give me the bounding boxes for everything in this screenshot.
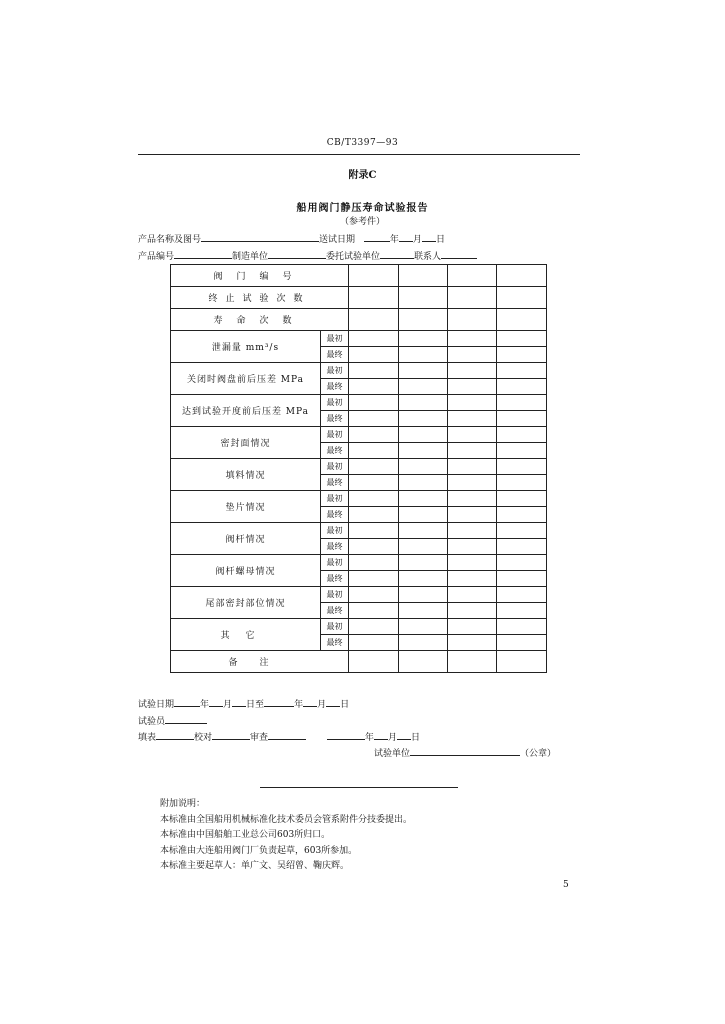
table-cell[interactable] [399,395,448,411]
table-cell[interactable] [497,459,547,475]
month-label: 月 [387,733,397,743]
table-cell[interactable] [497,309,547,331]
table-cell[interactable] [399,619,448,635]
end-test-count-label: 终止试验次数 [171,287,349,309]
sign-year-blank[interactable] [327,730,365,740]
table-cell[interactable] [349,523,399,539]
table-cell[interactable] [448,555,497,571]
table-row [171,309,547,331]
seal-face-label: 密封面情况 [171,427,321,459]
table-cell[interactable] [497,539,547,555]
tester-line [138,714,207,727]
table-cell[interactable] [349,411,399,427]
table-cell[interactable] [448,363,497,379]
table-row [171,523,547,539]
table-cell[interactable] [448,651,497,673]
delivery-date-label: 送试日期 [319,235,356,245]
month-label: 月 [412,235,422,245]
pressure-to-open-label: 达到试验开度前后压差 MPa [171,395,321,427]
table-cell[interactable] [349,491,399,507]
table-cell[interactable] [349,539,399,555]
table-cell[interactable] [349,395,399,411]
tail-seal-label: 尾部密封部位情况 [171,587,321,619]
table-cell[interactable] [497,395,547,411]
table-cell[interactable] [448,443,497,459]
initial-label: 最初 [321,331,349,347]
table-cell[interactable] [399,523,448,539]
appendix-title: 附录C [348,170,377,181]
table-cell[interactable] [497,443,547,459]
table-cell[interactable] [399,459,448,475]
table-cell[interactable] [399,651,448,673]
reviewer-label: 审查 [250,733,269,743]
product-number-blank[interactable] [174,249,232,259]
table-cell[interactable] [448,411,497,427]
client-label: 委托试验单位 [326,252,381,262]
checker-label: 校对 [194,733,213,743]
table-cell[interactable] [399,603,448,619]
table-cell[interactable] [349,587,399,603]
table-cell[interactable] [399,555,448,571]
final-label: 最终 [321,347,349,363]
table-cell[interactable] [399,287,448,309]
table-cell[interactable] [497,427,547,443]
table-cell[interactable] [349,363,399,379]
table-cell[interactable] [399,265,448,287]
test-date-label: 试验日期 [138,700,175,710]
test-start-day-blank[interactable] [232,697,246,707]
final-label: 最终 [321,475,349,491]
delivery-day-blank[interactable] [422,232,436,242]
table-row [171,427,547,443]
final-label: 最终 [321,539,349,555]
table-cell[interactable] [448,427,497,443]
table-cell[interactable] [448,379,497,395]
filler-label: 填表 [138,733,157,743]
manufacturer-label: 制造单位 [232,252,269,262]
delivery-year-blank[interactable] [364,232,390,242]
table-cell[interactable] [497,363,547,379]
contact-blank[interactable] [441,249,477,259]
table-cell[interactable] [399,491,448,507]
table-cell[interactable] [448,635,497,651]
table-cell[interactable] [448,539,497,555]
table-cell[interactable] [399,427,448,443]
standard-code: CB/T3397—93 [326,138,399,148]
note-line: 本标准由大连船用阀门厂负责起草，603所参加。 [160,845,358,856]
table-row [171,491,547,507]
table-cell[interactable] [349,287,399,309]
table-cell[interactable] [399,571,448,587]
reviewer-blank[interactable] [268,730,306,740]
initial-label: 最初 [321,491,349,507]
note-line: 本标准由中国船舶工业总公司603所归口。 [160,830,331,840]
year-label: 年 [200,700,210,710]
table-cell[interactable] [448,287,497,309]
table-cell[interactable] [497,287,547,309]
tester-blank[interactable] [165,714,207,724]
day-label: 日 [435,235,445,245]
product-name-blank[interactable] [201,232,319,242]
table-cell[interactable] [497,475,547,491]
table-cell[interactable] [448,309,497,331]
test-date-line [138,697,349,710]
table-cell[interactable] [448,507,497,523]
table-cell[interactable] [399,507,448,523]
delivery-month-blank[interactable] [399,232,413,242]
table-cell[interactable] [399,331,448,347]
table-cell[interactable] [349,379,399,395]
table-cell[interactable] [349,555,399,571]
initial-label: 最初 [321,523,349,539]
table-cell[interactable] [399,411,448,427]
notes-heading: 附加说明： [160,799,206,809]
initial-label: 最初 [321,587,349,603]
table-cell[interactable] [448,603,497,619]
table-cell[interactable] [448,587,497,603]
other-label: 其它 [171,619,321,651]
table-cell[interactable] [448,491,497,507]
initial-label: 最初 [321,555,349,571]
test-report-table [170,264,547,673]
gasket-label: 垫片情况 [171,491,321,523]
table-cell[interactable] [497,651,547,673]
final-label: 最终 [321,443,349,459]
final-label: 最终 [321,411,349,427]
table-cell[interactable] [497,571,547,587]
notes-divider [260,787,458,788]
seal-label: （公章） [520,749,557,759]
remarks-label: 备注 [171,651,349,673]
table-cell[interactable] [448,475,497,491]
month-label: 月 [317,700,327,710]
table-cell[interactable] [349,651,399,673]
additional-notes [160,797,412,875]
client-blank[interactable] [380,249,414,259]
final-label: 最终 [321,603,349,619]
table-cell[interactable] [448,265,497,287]
test-end-year-blank[interactable] [264,697,294,707]
initial-label: 最初 [321,363,349,379]
table-cell[interactable] [497,507,547,523]
filler-blank[interactable] [156,730,194,740]
table-cell[interactable] [497,635,547,651]
table-cell[interactable] [349,459,399,475]
table-cell[interactable] [349,309,399,331]
table-cell[interactable] [349,619,399,635]
year-label: 年 [364,733,374,743]
form-title: 船用阀门静压寿命试验报告 [296,203,429,214]
test-unit-line [374,746,556,759]
field-line-2 [138,249,477,262]
test-unit-label: 试验单位 [374,749,411,759]
table-row [171,651,547,673]
product-number-label: 产品编号 [138,252,175,262]
table-cell[interactable] [349,443,399,459]
table-cell[interactable] [349,331,399,347]
packing-label: 填料情况 [171,459,321,491]
final-label: 最终 [321,379,349,395]
pressure-after-close-label: 关闭时阀盘前后压差 MPa [171,363,321,395]
year-label: 年 [294,700,304,710]
sign-month-blank[interactable] [374,730,388,740]
table-cell[interactable] [448,395,497,411]
table-cell[interactable] [497,619,547,635]
table-cell[interactable] [497,523,547,539]
note-line: 本标准由全国船用机械标准化技术委员会管系附件分技委提出。 [160,814,413,825]
day-label: 日 [340,700,350,710]
table-row [171,619,547,635]
stem-label: 阀杆情况 [171,523,321,555]
table-row [171,395,547,411]
table-row [171,459,547,475]
table-cell[interactable] [497,411,547,427]
table-cell[interactable] [399,587,448,603]
valve-number-label: 阀门编号 [171,265,349,287]
table-row [171,287,547,309]
table-cell[interactable] [497,491,547,507]
table-cell[interactable] [399,443,448,459]
table-cell[interactable] [448,459,497,475]
table-cell[interactable] [497,587,547,603]
table-row [171,555,547,571]
year-label: 年 [389,235,399,245]
manufacturer-blank[interactable] [268,249,326,259]
initial-label: 最初 [321,619,349,635]
table-cell[interactable] [349,265,399,287]
table-cell[interactable] [448,571,497,587]
product-name-label: 产品名称及图号 [138,235,202,245]
table-cell[interactable] [497,603,547,619]
page-number: 5 [563,880,569,890]
table-cell[interactable] [497,379,547,395]
final-label: 最终 [321,507,349,523]
to-label: 日至 [246,700,265,710]
life-count-label: 寿命次数 [171,309,349,331]
final-label: 最终 [321,635,349,651]
table-row [171,331,547,347]
table-cell[interactable] [399,379,448,395]
table-cell[interactable] [399,539,448,555]
table-row [171,265,547,287]
signature-line [138,730,420,743]
table-cell[interactable] [349,507,399,523]
test-unit-blank[interactable] [410,746,520,756]
table-cell[interactable] [349,347,399,363]
table-cell[interactable] [399,635,448,651]
month-label: 月 [223,700,233,710]
initial-label: 最初 [321,427,349,443]
contact-label: 联系人 [414,252,442,262]
table-cell[interactable] [448,331,497,347]
final-label: 最终 [321,571,349,587]
table-row [171,363,547,379]
test-end-month-blank[interactable] [303,697,317,707]
table-row [171,587,547,603]
checker-blank[interactable] [212,730,250,740]
test-start-month-blank[interactable] [209,697,223,707]
tester-label: 试验员 [138,717,166,727]
table-cell[interactable] [399,475,448,491]
test-start-year-blank[interactable] [174,697,200,707]
table-cell[interactable] [497,265,547,287]
sign-day-blank[interactable] [397,730,411,740]
field-line-1 [138,232,445,245]
table-cell[interactable] [399,309,448,331]
form-subtitle: （参考件） [339,217,385,227]
stem-nut-label: 阀杆螺母情况 [171,555,321,587]
initial-label: 最初 [321,395,349,411]
table-cell[interactable] [349,603,399,619]
header-rule [138,154,580,155]
table-cell[interactable] [399,347,448,363]
table-cell[interactable] [399,363,448,379]
table-cell[interactable] [497,347,547,363]
leakage-label: 泄漏量 mm³/s [171,331,321,363]
note-line: 本标准主要起草人：单广文、吴绍曾、鞠庆辉。 [160,861,350,871]
table-cell[interactable] [448,347,497,363]
table-cell[interactable] [349,427,399,443]
table-cell[interactable] [448,619,497,635]
table-cell[interactable] [349,475,399,491]
table-cell[interactable] [349,635,399,651]
day-label: 日 [410,733,420,743]
table-cell[interactable] [349,571,399,587]
initial-label: 最初 [321,459,349,475]
table-cell[interactable] [448,523,497,539]
test-end-day-blank[interactable] [326,697,340,707]
table-cell[interactable] [497,555,547,571]
table-cell[interactable] [497,331,547,347]
